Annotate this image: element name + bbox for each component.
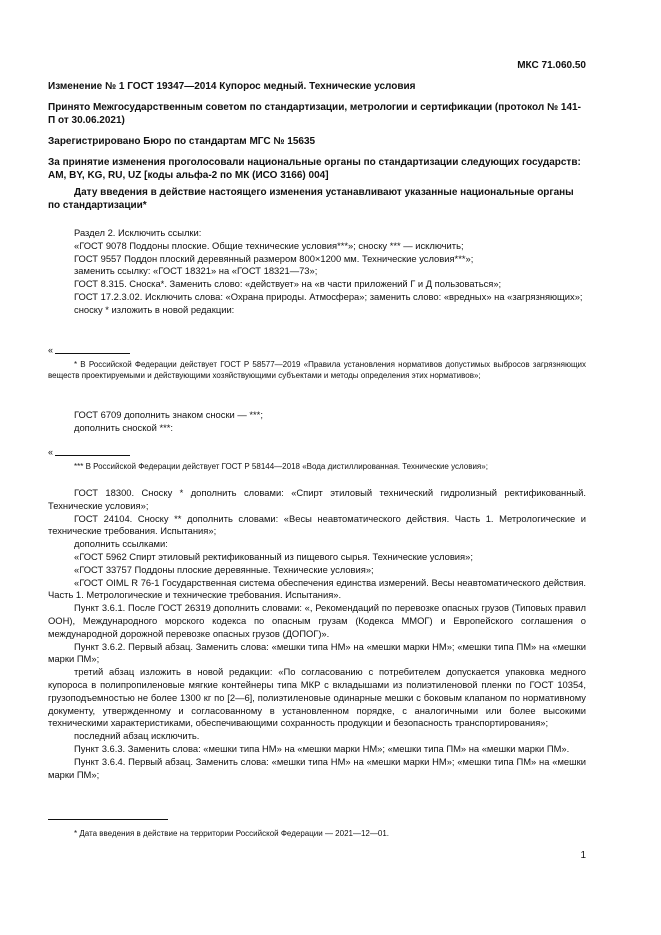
footnote-text: * В Российской Федерации действует ГОСТ Р 58577—2019 «Правила установления нормативов допустимых выбросов загрязняющих веществ проектируемыми и действующими хозяйствующими субъектами и методы определения этих нормативов»;	[48, 360, 586, 380]
paragraph: заменить ссылку: «ГОСТ 18321» на «ГОСТ 18321—73»;	[74, 265, 318, 277]
paragraph: дополнить сноской ***:	[74, 421, 174, 433]
paragraph: Раздел 2. Исключить ссылки:	[74, 227, 202, 238]
paragraph: сноску * изложить в новой редакции:	[74, 303, 235, 315]
paragraph: последний абзац исключить.	[74, 730, 200, 742]
paragraph: третий абзац изложить в новой редакции: «По согласованию с потребителем допускается упаковка медного купороса в полипропиленовые мягкие контейнеры типа МКР с вкладышами из полиэтиленовой пленки по ГОСТ 10354, грузоподъемностью не более 1300 кг по [2—6], полиэтиленовые одинарные мешки с боковым клапаном по нормативному документу, утвержденному и согласованному в установленном порядке, с аналогичными или более высокими техническими характеристиками, обеспечивающими сохранность продукции и безопасность транспортирования»;	[48, 666, 586, 729]
voting-statement: За принятие изменения проголосовали национальные органы по стандартизации следующих государств: AM, BY, KG, RU, UZ [коды альфа-2 по МК (ИСО 3166) 004]	[48, 157, 581, 181]
footnote-rule	[48, 819, 168, 820]
paragraph: ГОСТ 18300. Сноску * дополнить словами: «Спирт этиловый технический гидролизный ректификованный. Технические условия»;	[48, 487, 586, 511]
amendment-header	[48, 80, 586, 212]
paragraph: дополнить ссылками:	[74, 538, 168, 550]
paragraph: ГОСТ 24104. Сноску ** дополнить словами: «Весы неавтоматического действия. Часть 1. Метрологические и технические требования. Испытания»;	[48, 512, 586, 537]
gost-6709-changes	[48, 409, 586, 435]
paragraph: ГОСТ 9557 Поддон плоский деревянный размером 800×1200 мм. Технические условия***»;	[74, 252, 474, 264]
footnote-rule	[55, 353, 130, 354]
paragraph: Пункт 3.6.1. После ГОСТ 26319 дополнить словами: «, Рекомендаций по перевозке опасных грузов (Типовых правил ООН), Международного морского кодекса по опасным грузам (Кодекса ММОГ) и Европейского соглашения о международной дорожной перевозке опасных грузов (ДОПОГ)».	[48, 602, 586, 639]
further-changes	[48, 487, 586, 781]
paragraph: ГОСТ 8.315. Сноска*. Заменить слово: «действует» на «в части приложений Г и Д пользоваться»;	[74, 278, 502, 290]
adopted-statement: Принято Межгосударственным советом по стандартизации, метрологии и сертификации (протокол № 141-П от 30.06.2021)	[48, 102, 581, 126]
quoted-footnote-2	[48, 448, 586, 472]
footnote-text: * Дата введения в действие на территории Российской Федерации — 2021—12—01.	[74, 829, 389, 838]
paragraph: «ГОСТ OIML R 76-1 Государственная система обеспечения единства измерений. Весы неавтоматического действия. Часть 1. Метрологические и технические требования. Испытания».	[48, 576, 586, 601]
paragraph: Пункт 3.6.2. Первый абзац. Заменить слова: «мешки типа НМ» на «мешки марки НМ»; «мешки типа ПМ» на «мешки марки ПМ»;	[48, 640, 586, 665]
effective-date-statement: Дату введения в действие настоящего изменения устанавливают указанные национальные органы по стандартизации*	[48, 187, 574, 211]
page-number: 1	[580, 850, 586, 861]
page-footnote	[48, 819, 586, 839]
paragraph: «ГОСТ 33757 Поддоны плоские деревянные. Технические условия»;	[74, 563, 374, 575]
quote-separator	[48, 448, 586, 457]
paragraph: «ГОСТ 9078 Поддоны плоские. Общие технические условия***»; сноску *** — исключить;	[74, 239, 464, 251]
section-2-changes	[48, 227, 586, 317]
paragraph: «ГОСТ 5962 Спирт этиловый ректификованный из пищевого сырья. Технические условия»;	[74, 550, 473, 562]
footnote-text: *** В Российской Федерации действует ГОСТ Р 58144—2018 «Вода дистиллированная. Технические условия»;	[74, 462, 488, 471]
opening-quote: «	[48, 345, 54, 355]
quoted-footnote-1	[48, 346, 586, 381]
paragraph: ГОСТ 17.2.3.02. Исключить слова: «Охрана природы. Атмосфера»; заменить слово: «вредных» на «загрязняющих»;	[74, 290, 583, 302]
paragraph: Пункт 3.6.3. Заменить слова: «мешки типа НМ» на «мешки марки НМ»; «мешки типа ПМ» на «мешки марки ПМ».	[74, 742, 570, 754]
paragraph: ГОСТ 6709 дополнить знаком сноски — ***;	[74, 409, 263, 420]
opening-quote: «	[48, 447, 54, 457]
footnote-rule	[55, 455, 130, 456]
classification-code: МКС 71.060.50	[517, 60, 586, 71]
amendment-title: Изменение № 1 ГОСТ 19347—2014 Купорос медный. Технические условия	[48, 81, 416, 92]
paragraph: Пункт 3.6.4. Первый абзац. Заменить слова: «мешки типа НМ» на «мешки марки НМ»; «мешки типа ПМ» на «мешки марки ПМ»;	[48, 755, 586, 780]
quote-separator	[48, 346, 586, 355]
registration-statement: Зарегистрировано Бюро по стандартам МГС № 15635	[48, 136, 316, 147]
